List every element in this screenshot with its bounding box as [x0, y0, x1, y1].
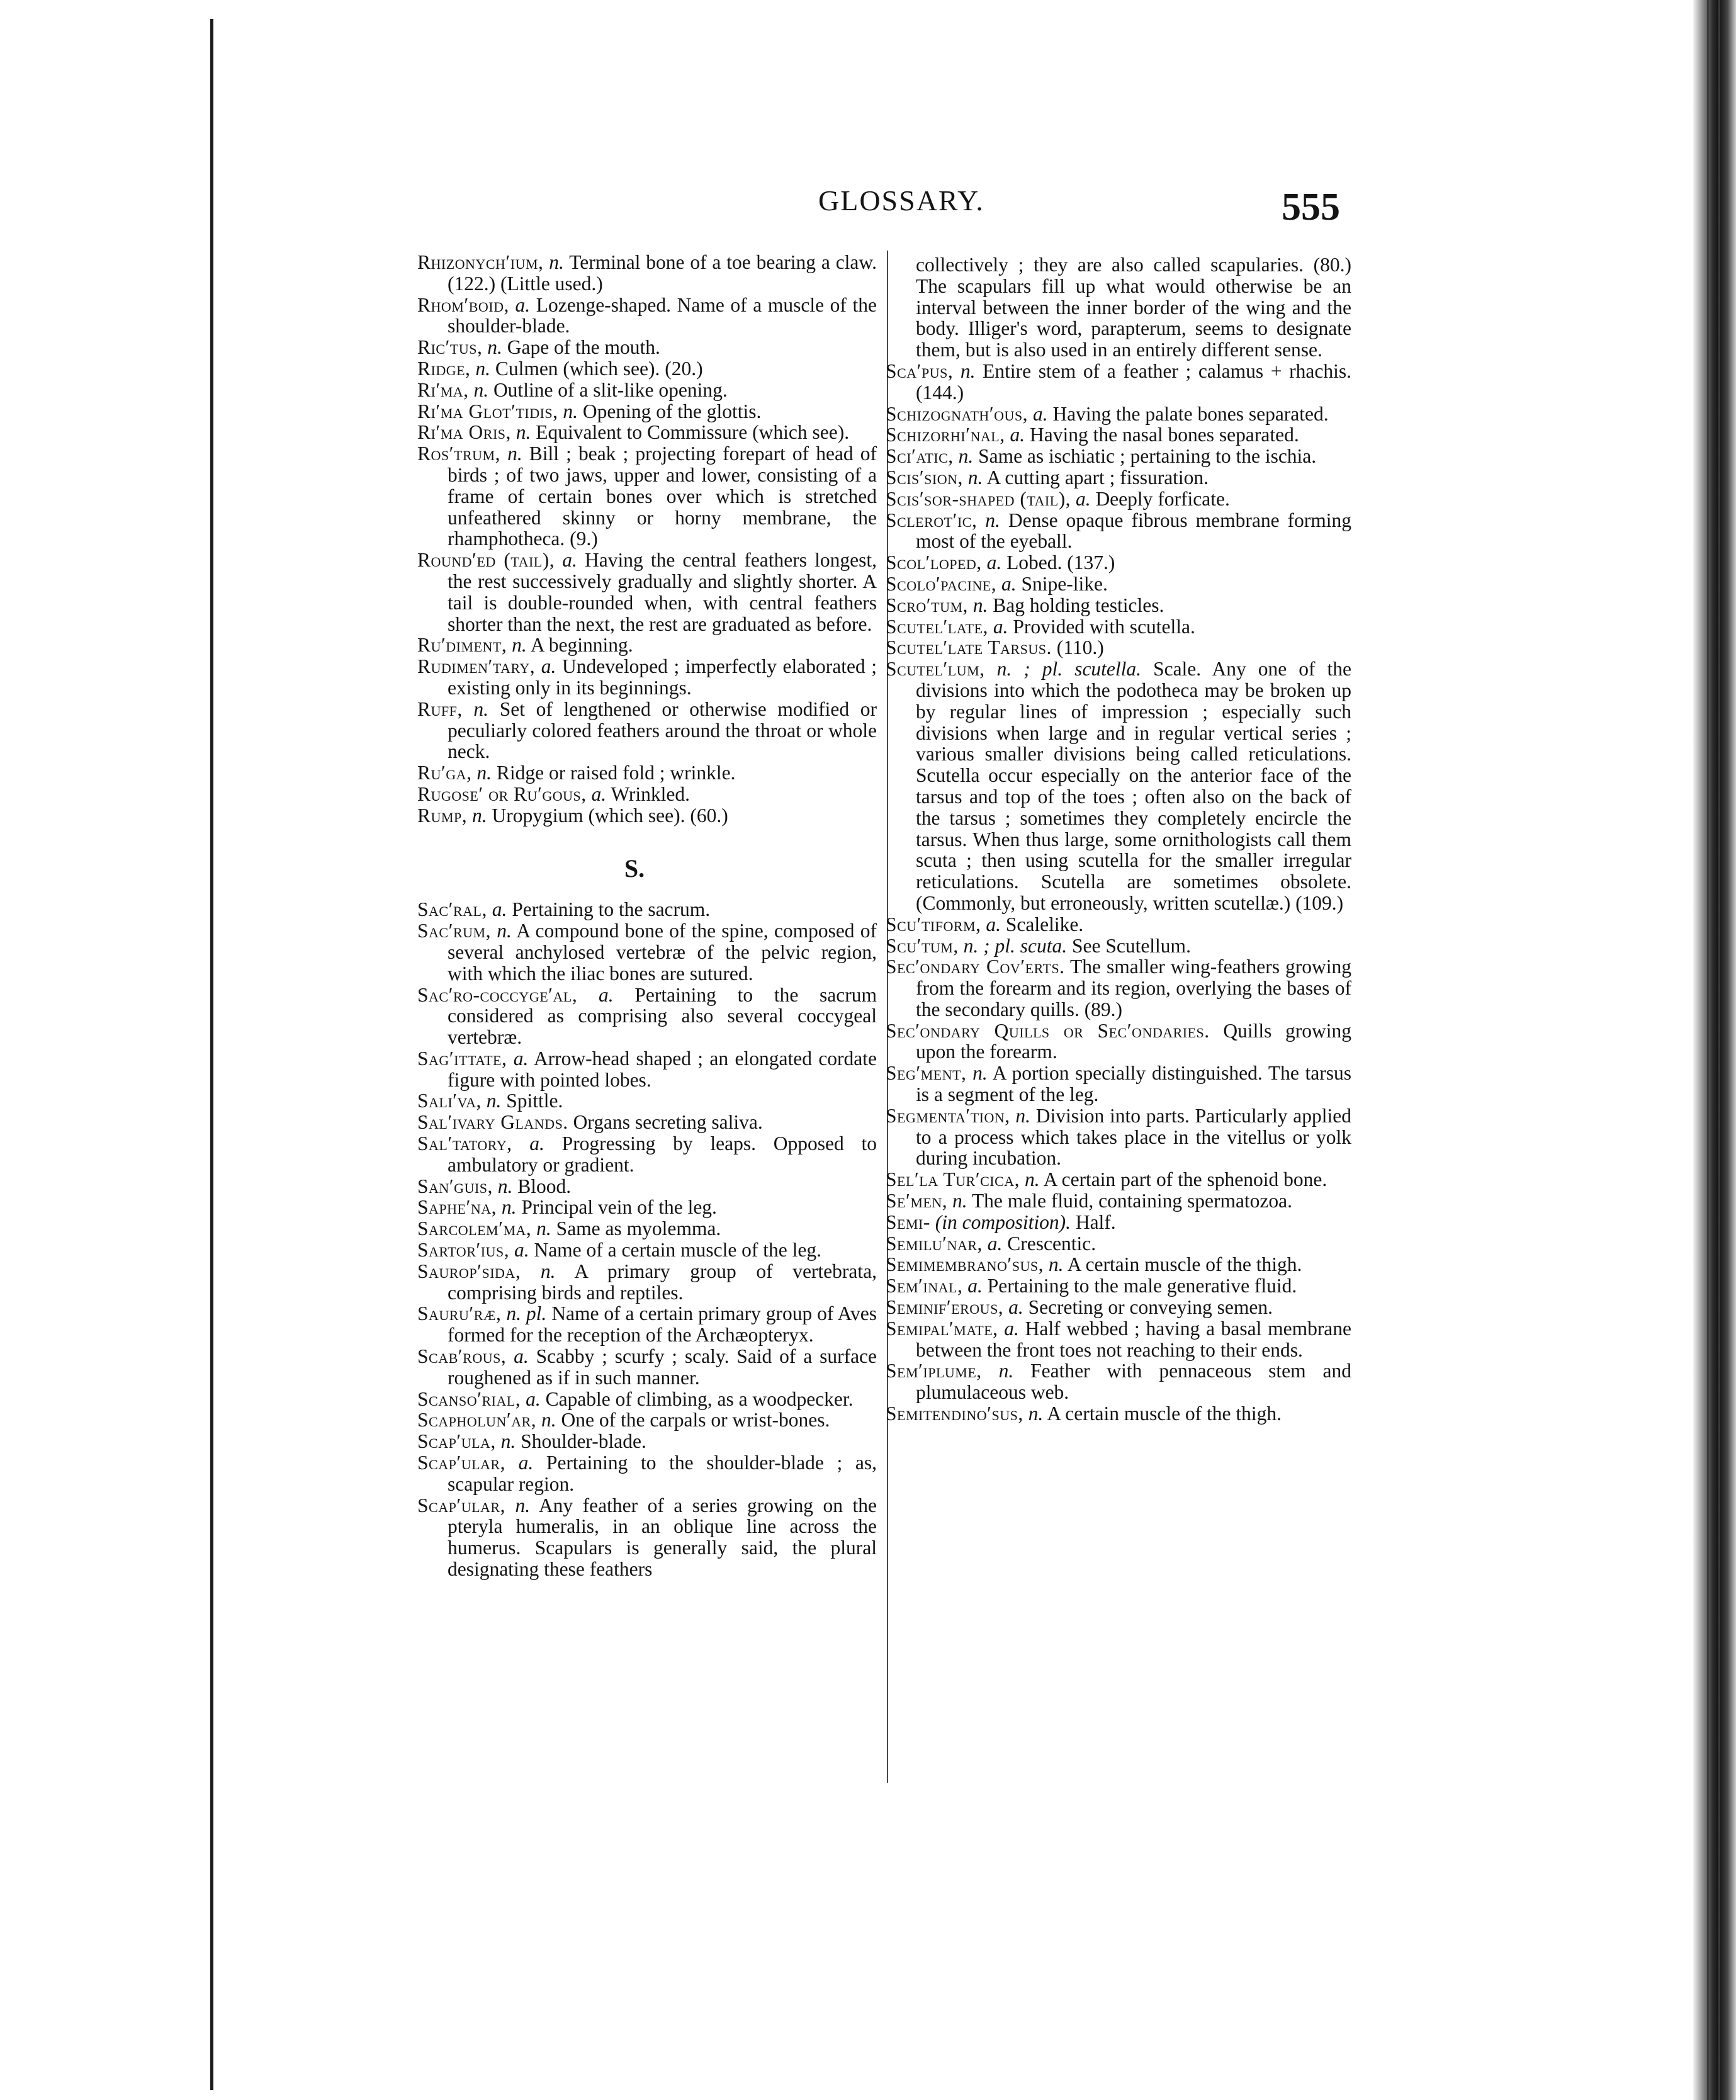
entry-headword: Sal′ivary Glands.: [417, 1111, 568, 1134]
entry-definition: Scabby ; scurfy ; scaly. Said of a surface roughened as if in such manner.: [448, 1345, 877, 1389]
entry-definition: (110.): [1056, 636, 1104, 659]
entry-part-of-speech: n.: [1015, 1104, 1030, 1127]
entry-headword: Scab′rous,: [417, 1345, 507, 1368]
entry-part-of-speech: n.: [507, 443, 522, 465]
entry-definition: Bill ; beak ; projecting forepart of head of birds ; of two jaws, upper and lower, consisting of a frame of certain bones over which is stretched unfeathered skinny or horny membrane, the rhamphotheca. (9.): [448, 443, 877, 550]
entry-definition: Name of a certain muscle of the leg.: [534, 1239, 822, 1262]
entry-part-of-speech: a.: [987, 1232, 1003, 1255]
entry-headword: Rudimen′tary,: [417, 655, 536, 678]
glossary-entry: [886, 510, 1351, 553]
entry-part-of-speech: n.: [540, 1260, 556, 1282]
entry-headword: Sac′ro-coccyge′al,: [417, 983, 578, 1006]
entry-part-of-speech: a.: [515, 293, 531, 316]
glossary-entry: [417, 252, 877, 295]
entry-part-of-speech: n.: [516, 421, 531, 444]
entry-definition: Progressing by leaps. Opposed to ambulatory or gradient.: [448, 1132, 877, 1176]
entry-headword: Sartor′ius,: [417, 1239, 510, 1262]
entry-definition: Ridge or raised fold ; wrinkle.: [496, 762, 736, 784]
entry-part-of-speech: a.: [492, 898, 507, 921]
entry-definition: Undeveloped ; imperfectly elaborated ; existing only in its beginnings.: [448, 655, 877, 699]
glossary-entry: [417, 784, 877, 805]
glossary-entry: [417, 920, 877, 984]
entry-definition: Shoulder-blade.: [521, 1430, 646, 1453]
entry-part-of-speech: n.: [473, 697, 489, 720]
entry-definition: Any feather of a series growing on the pteryla humeralis, in an oblique line across the humerus. Scapulars is generally said, the plural designating these feathers: [448, 1494, 877, 1581]
entry-headword: Se′men,: [886, 1190, 948, 1212]
entry-part-of-speech: a.: [591, 782, 607, 805]
entry-part-of-speech: n.: [541, 1409, 556, 1431]
entry-part-of-speech: n.: [515, 1494, 531, 1516]
entry-part-of-speech: n.: [985, 509, 1000, 531]
glossary-entry: [886, 1020, 1351, 1063]
entry-definition: A portion specially distinguished. The tarsus is a segment of the leg.: [916, 1062, 1352, 1106]
entry-definition: Outline of a slit-like opening.: [493, 378, 728, 401]
entry-headword: Scis′sor-shaped (tail),: [886, 487, 1071, 510]
entry-part-of-speech: a.: [986, 551, 1002, 574]
entry-headword: Scu′tum,: [886, 934, 959, 957]
entry-headword: Scro′tum,: [886, 594, 968, 616]
entry-headword: Ridge,: [417, 357, 471, 380]
entry-headword: Rhizonych′ium,: [417, 251, 544, 273]
entry-headword: Sag′ittate,: [417, 1047, 507, 1070]
entry-headword: Sci′atic,: [886, 445, 954, 468]
glossary-entry: [417, 899, 877, 920]
entry-part-of-speech: n.: [497, 1175, 513, 1197]
glossary-entry: [417, 1389, 877, 1410]
entry-part-of-speech: n.: [972, 1062, 988, 1085]
page-binding-rule: [210, 19, 213, 2090]
entry-part-of-speech: a.: [1075, 487, 1091, 510]
entry-definition: The smaller wing-feathers growing from the forearm and its region, overlying the bases of the secondary quills. (89.): [916, 956, 1351, 1020]
glossary-entry: [417, 1495, 877, 1580]
entry-part-of-speech: n.: [536, 1217, 551, 1240]
entry-part-of-speech: n.: [1028, 1403, 1044, 1425]
glossary-entry: [886, 1169, 1351, 1190]
entry-definition: Quills growing upon the forearm.: [916, 1019, 1351, 1063]
entry-definition: Crescentic.: [1007, 1232, 1096, 1255]
entry-headword: Ri′ma Glot′tidis,: [417, 400, 558, 422]
entry-part-of-speech: n. pl.: [506, 1302, 547, 1325]
entry-part-of-speech: a.: [1010, 424, 1025, 446]
glossary-entry: [886, 637, 1351, 658]
glossary-entry: [886, 658, 1351, 914]
right-column: [886, 254, 1351, 1425]
entry-headword: Scolo′pacine,: [886, 572, 997, 595]
glossary-entry: [886, 552, 1351, 573]
entry-definition: Uropygium (which see). (60.): [492, 804, 728, 827]
entry-definition: Lozenge-shaped. Name of a muscle of the shoulder-blade.: [448, 293, 877, 337]
glossary-entry: [417, 1409, 877, 1431]
entry-headword: Sec′ondary Quills or Sec′ondaries.: [886, 1019, 1210, 1042]
entry-headword: Sal′tatory,: [417, 1132, 512, 1155]
glossary-entry: [417, 635, 877, 656]
entry-headword: Semimembrano′sus,: [886, 1253, 1044, 1276]
glossary-entry: [886, 1233, 1351, 1255]
left-column: [417, 252, 877, 1580]
entry-headword: Seminif′erous,: [886, 1296, 1004, 1319]
entry-definition: A beginning.: [530, 634, 633, 657]
glossary-entry: [886, 424, 1351, 446]
entry-headword: Schizognath′ous,: [886, 402, 1029, 425]
glossary-entry: [886, 404, 1351, 425]
entry-headword: Scutel′lum,: [886, 658, 985, 680]
glossary-entry: [417, 762, 877, 784]
entry-definition: Scale. Any one of the divisions into which the podotheca may be broken up by regular lines of impression ; especially such divisions when large and in regular vertical series ; various smaller divisions being called reticulations. Scutella occur especially on the anterior face of the tarsus and top of the toes ; often also on the back of the tarsus ; sometimes they completely encircle the tarsus. When thus large, some ornithologists call them scuta ; then using scutella for the smaller irregular reticulations. Scutella are sometimes obsolete. (Commonly, but erroneously, written scutellæ.) (109.): [916, 658, 1351, 914]
entry-part-of-speech: n.: [998, 1360, 1014, 1382]
entry-definition: Spittle.: [506, 1090, 563, 1112]
entry-headword: Sem′inal,: [886, 1275, 963, 1297]
glossary-entry: [417, 656, 877, 699]
entry-headword: Sca′pus,: [886, 359, 954, 382]
entry-part-of-speech: n.: [960, 359, 976, 382]
entry-definition: Opening of the glottis.: [582, 400, 762, 422]
glossary-entry: [417, 401, 877, 422]
glossary-entry: [417, 1048, 877, 1091]
glossary-entry: [417, 1133, 877, 1176]
entry-part-of-speech: n.: [475, 357, 490, 380]
entry-part-of-speech: n.: [471, 804, 487, 827]
entry-definition: Pertaining to the sacrum.: [512, 898, 711, 921]
glossary-entry: [417, 1452, 877, 1495]
entry-definition: Scalelike.: [1005, 913, 1084, 935]
glossary-entry: [886, 1063, 1351, 1105]
entry-part-of-speech: n.: [476, 762, 492, 784]
entry-part-of-speech: n.: [486, 1090, 502, 1112]
book-spine-edge: [1693, 0, 1736, 2100]
entry-headword: Rump,: [417, 804, 468, 827]
entry-headword: Scis′sion,: [886, 466, 963, 488]
running-head: GLOSSARY.: [818, 184, 984, 217]
entry-definition: Same as ischiatic ; pertaining to the ischia.: [978, 445, 1317, 468]
glossary-entry: [886, 956, 1351, 1020]
glossary-entry: [417, 1176, 877, 1197]
entry-headword: Scap′ular,: [417, 1494, 505, 1516]
entry-definition: Equivalent to Commissure (which see).: [536, 421, 850, 444]
entry-part-of-speech: n.: [563, 400, 578, 422]
entry-definition: Pertaining to the shoulder-blade ; as, scapular region.: [448, 1452, 877, 1495]
section-heading: S.: [624, 854, 645, 883]
entry-definition: Division into parts. Particularly applied to a process which takes place in the vitellus or yolk during incubation.: [916, 1104, 1351, 1170]
entry-headword: Ros′trum,: [417, 443, 500, 465]
entry-headword: Scap′ula,: [417, 1430, 496, 1453]
entry-headword: Semi-: [886, 1211, 930, 1233]
glossary-entry: [417, 1197, 877, 1218]
entry-part-of-speech: a.: [1008, 1296, 1023, 1319]
entry-part-of-speech: n.: [497, 920, 512, 942]
entry-part-of-speech: a.: [513, 1047, 529, 1070]
entry-definition: Culmen (which see). (20.): [495, 357, 703, 380]
entry-part-of-speech: n.: [500, 1430, 516, 1453]
entry-definition: Arrow-head shaped ; an elongated cordate figure with pointed lobes.: [448, 1047, 877, 1091]
glossary-entry: [417, 1303, 877, 1346]
entry-part-of-speech: a.: [514, 1239, 529, 1262]
entry-headword: Semitendino′sus,: [886, 1403, 1023, 1425]
entry-headword: Semipal′mate,: [886, 1317, 998, 1340]
glossary-entry: [886, 1190, 1351, 1212]
entry-part-of-speech: a.: [541, 655, 556, 678]
entry-definition: Secreting or conveying semen.: [1028, 1296, 1273, 1319]
entry-part-of-speech: a.: [986, 913, 1001, 935]
entry-definition: Snipe-like.: [1021, 572, 1108, 595]
entry-definition: Organs secreting saliva.: [573, 1111, 763, 1134]
entry-definition: Half webbed ; having a basal membrane between the front toes not reaching to their ends.: [916, 1317, 1352, 1361]
entry-definition: The male fluid, containing spermatozoa.: [971, 1190, 1293, 1212]
glossary-entry: [417, 380, 877, 401]
glossary-entry: [417, 422, 877, 443]
entry-definition: Pertaining to the sacrum considered as comprising also several coccygeal vertebræ.: [448, 983, 877, 1049]
glossary-entry: [417, 337, 877, 358]
entry-definition: Half.: [1075, 1211, 1116, 1233]
entry-headword: Ric′tus,: [417, 336, 483, 359]
glossary-entry: [886, 595, 1351, 616]
entry-part-of-speech: n.: [549, 251, 564, 273]
entry-headword: Scutel′late Tarsus.: [886, 636, 1052, 659]
entry-part-of-speech: n. ; pl. scuta.: [963, 934, 1068, 957]
glossary-entry: [417, 1112, 877, 1133]
entry-headword: Ri′ma,: [417, 378, 469, 401]
entry-part-of-speech: n. ; pl. scutella.: [996, 658, 1142, 680]
page-number: 555: [1282, 186, 1340, 229]
entry-headword: Scap′ular,: [417, 1452, 505, 1474]
entry-definition: Dense opaque fibrous membrane forming most of the eyeball.: [916, 509, 1352, 553]
page-edge-line: [1718, 0, 1720, 2100]
entry-definition: Feather with pennaceous stem and plumulaceous web.: [916, 1360, 1351, 1404]
entry-definition: Name of a certain primary group of Aves formed for the reception of the Archæopteryx.: [448, 1302, 877, 1346]
entry-part-of-speech: n.: [972, 594, 988, 616]
entry-headword: Sarcolem′ma,: [417, 1217, 532, 1240]
glossary-entry: [417, 1261, 877, 1304]
entry-part-of-speech: n.: [501, 1196, 517, 1219]
s-entries-continued: [886, 361, 1351, 1425]
entry-definition: A certain part of the sphenoid bone.: [1043, 1168, 1327, 1191]
glossary-entry: [886, 467, 1351, 488]
entry-part-of-speech: a.: [518, 1452, 534, 1474]
entry-part-of-speech: a.: [514, 1345, 529, 1368]
entry-headword: Sem′iplume,: [886, 1360, 982, 1382]
glossary-entry: [886, 446, 1351, 467]
entry-definition: Bag holding testicles.: [993, 594, 1164, 616]
entry-part-of-speech: a.: [526, 1387, 541, 1410]
glossary-entry: [417, 295, 877, 337]
glossary-entry: [886, 1403, 1351, 1425]
entry-part-of-speech: a.: [967, 1275, 983, 1297]
glossary-entry: [886, 1212, 1351, 1233]
glossary-entry: [886, 1275, 1351, 1297]
entry-part-of-speech: a.: [599, 983, 614, 1006]
glossary-entry: [886, 1254, 1351, 1275]
entry-headword: Ru′diment,: [417, 634, 507, 657]
entry-definition: Entire stem of a feather ; calamus + rhachis. (144.): [916, 359, 1352, 404]
r-entries: [417, 252, 877, 827]
entry-part-of-speech: n.: [473, 378, 489, 401]
entry-headword: Round′ed (tail),: [417, 549, 555, 572]
glossary-entry: [417, 443, 877, 550]
glossary-entry: [417, 1431, 877, 1452]
entry-headword: Sec′ondary Cov′erts.: [886, 956, 1065, 978]
entry-definition: Deeply forficate.: [1095, 487, 1230, 510]
entry-headword: Scu′tiform,: [886, 913, 981, 935]
entry-part-of-speech: a.: [562, 549, 577, 572]
entry-definition: Wrinkled.: [611, 782, 690, 805]
glossary-entry: [886, 616, 1351, 638]
entry-definition: A certain muscle of the thigh.: [1067, 1253, 1302, 1276]
entry-part-of-speech: n.: [512, 634, 527, 657]
entry-headword: San′guis,: [417, 1175, 493, 1197]
entry-headword: Saphe′na,: [417, 1196, 497, 1219]
entry-definition: One of the carpals or wrist-bones.: [561, 1409, 830, 1431]
glossary-entry: [886, 1318, 1351, 1361]
glossary-entry: [886, 488, 1351, 510]
glossary-entry: [886, 1105, 1351, 1169]
glossary-entry: [417, 699, 877, 762]
continued-definition: collectively ; they are also called scapularies. (80.) The scapulars fill up what would otherwise be an interval between the inner border of the wing and the body. Illiger's word, parapterum, seems to designate them, but is also used in an entirely different sense.: [916, 254, 1351, 361]
entry-definition: Having the palate bones separated.: [1052, 402, 1329, 425]
entry-definition: Lobed. (137.): [1006, 551, 1115, 574]
entry-part-of-speech: a.: [1004, 1317, 1019, 1340]
entry-definition: A certain muscle of the thigh.: [1047, 1403, 1282, 1425]
entry-headword: Seg′ment,: [886, 1062, 967, 1085]
entry-headword: Sclerot′ic,: [886, 509, 978, 531]
entry-part-of-speech: n.: [967, 466, 983, 488]
entry-headword: Saurop′sida,: [417, 1260, 521, 1282]
glossary-entry: [417, 985, 877, 1048]
page-edge-line: [1707, 0, 1709, 2100]
entry-headword: Scapholun′ar,: [417, 1409, 537, 1431]
glossary-entry: [886, 935, 1351, 957]
glossary-entry: [417, 805, 877, 827]
entry-headword: Semilu′nar,: [886, 1232, 983, 1255]
entry-part-of-speech: n.: [952, 1190, 967, 1212]
glossary-entry: [886, 1297, 1351, 1318]
glossary-entry: [417, 1239, 877, 1261]
entry-headword: Rhom′boid,: [417, 293, 509, 316]
entry-definition: A compound bone of the spine, composed of several anchylosed vertebræ of the pelvic region, with which the iliac bones are sutured.: [448, 920, 877, 985]
entry-definition: Same as myolemma.: [556, 1217, 721, 1240]
entry-definition: Principal vein of the leg.: [521, 1196, 717, 1219]
entry-definition: Pertaining to the male generative fluid.: [987, 1275, 1297, 1297]
glossary-entry: [886, 573, 1351, 595]
entry-headword: Rugose′ or Ru′gous,: [417, 782, 587, 805]
entry-headword: Sac′rum,: [417, 920, 491, 942]
entry-part-of-speech: n.: [1024, 1168, 1040, 1191]
entry-headword: Scanso′rial,: [417, 1387, 521, 1410]
entry-headword: Sauru′ræ,: [417, 1302, 502, 1325]
glossary-entry: [886, 914, 1351, 935]
entry-part-of-speech: n.: [958, 445, 974, 468]
entry-definition: Having the nasal bones separated.: [1029, 424, 1299, 446]
entry-part-of-speech: a.: [993, 615, 1008, 638]
entry-part-of-speech: n.: [1048, 1253, 1064, 1276]
glossary-entry: [886, 361, 1351, 404]
entry-part-of-speech: (in composition).: [935, 1211, 1071, 1233]
entry-headword: Ru′ga,: [417, 762, 472, 784]
entry-part-of-speech: a.: [1032, 402, 1048, 425]
entry-definition: Having the central feathers longest, the rest successively gradually and slightly shorter. A tail is double-rounded when, with central feathers shorter than the next, the rest are graduated as before.: [448, 549, 877, 635]
entry-headword: Ruff,: [417, 697, 463, 720]
glossary-entry: [417, 1218, 877, 1239]
glossary-entry: [417, 358, 877, 380]
entry-headword: Sel′la Tur′cica,: [886, 1168, 1020, 1191]
glossary-entry: [417, 1346, 877, 1389]
entry-definition: Set of lengthened or otherwise modified or peculiarly colored feathers around the throat or whole neck.: [448, 697, 877, 763]
glossary-entry: [886, 1360, 1351, 1403]
s-entries: [417, 899, 877, 1580]
entry-headword: Sac′ral,: [417, 898, 487, 921]
entry-headword: Scol′loped,: [886, 551, 982, 574]
entry-part-of-speech: a.: [1001, 572, 1017, 595]
entry-part-of-speech: a.: [529, 1132, 544, 1155]
entry-definition: See Scutellum.: [1071, 934, 1191, 957]
entry-headword: Schizorhi′nal,: [886, 424, 1005, 446]
entry-definition: A cutting apart ; fissuration.: [986, 466, 1209, 488]
entry-definition: Terminal bone of a toe bearing a claw. (122.) (Little used.): [448, 251, 877, 295]
entry-headword: Sali′va,: [417, 1090, 482, 1112]
entry-definition: Gape of the mouth.: [507, 336, 660, 359]
entry-headword: Scutel′late,: [886, 615, 988, 638]
glossary-entry: [417, 1090, 877, 1112]
entry-headword: Segmenta′tion,: [886, 1104, 1010, 1127]
entry-definition: Provided with scutella.: [1013, 615, 1195, 638]
entry-definition: Blood.: [517, 1175, 572, 1197]
entry-definition: Capable of climbing, as a woodpecker.: [545, 1387, 854, 1410]
entry-headword: Ri′ma Oris,: [417, 421, 511, 444]
entry-definition: A primary group of vertebrata, comprising birds and reptiles.: [448, 1260, 877, 1304]
glossary-entry: [417, 550, 877, 635]
entry-part-of-speech: n.: [487, 336, 502, 359]
